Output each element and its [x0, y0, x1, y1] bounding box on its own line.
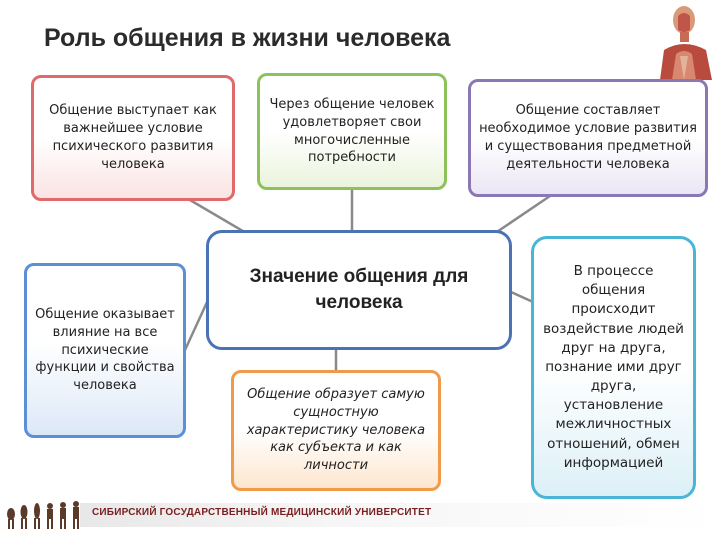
box-right [531, 236, 696, 499]
human-evolution-icon [6, 500, 82, 530]
box-bottom-center-text: Общение образует самую сущностную характеристику человека как субъекта и как личности [246, 386, 426, 474]
box-top-left [31, 75, 235, 201]
footer-university: СИБИРСКИЙ ГОСУДАРСТВЕННЫЙ МЕДИЦИНСКИЙ УНИВЕРСИТЕТ [92, 507, 432, 518]
center-title: Значение общения для человека [249, 266, 469, 313]
box-top-right-text: Общение составляет необходимое условие развития и существования предметной деятельности человека [479, 103, 697, 172]
box-top-middle [257, 73, 447, 190]
connector-right [511, 292, 533, 302]
box-right-text: В процессе общения происходит воздействие людей друг на друга, познание ими друг друга, установление межличностных отношений, обмен информацией [543, 263, 684, 471]
box-top-left-text: Общение выступает как важнейшее условие психического развития человека [49, 103, 217, 172]
box-top-middle-text: Через общение человек удовлетворяет свои многочисленные потребности [269, 96, 435, 166]
page-title: Роль общения в жизни человека [44, 24, 451, 52]
box-top-right [468, 79, 708, 197]
box-mid-left [24, 263, 186, 438]
connector-mid-left [185, 300, 208, 350]
center-box [206, 230, 512, 350]
box-mid-left-text: Общение оказывает влияние на все психические функции и свойства человека [35, 306, 175, 394]
box-bottom-center [231, 370, 441, 491]
